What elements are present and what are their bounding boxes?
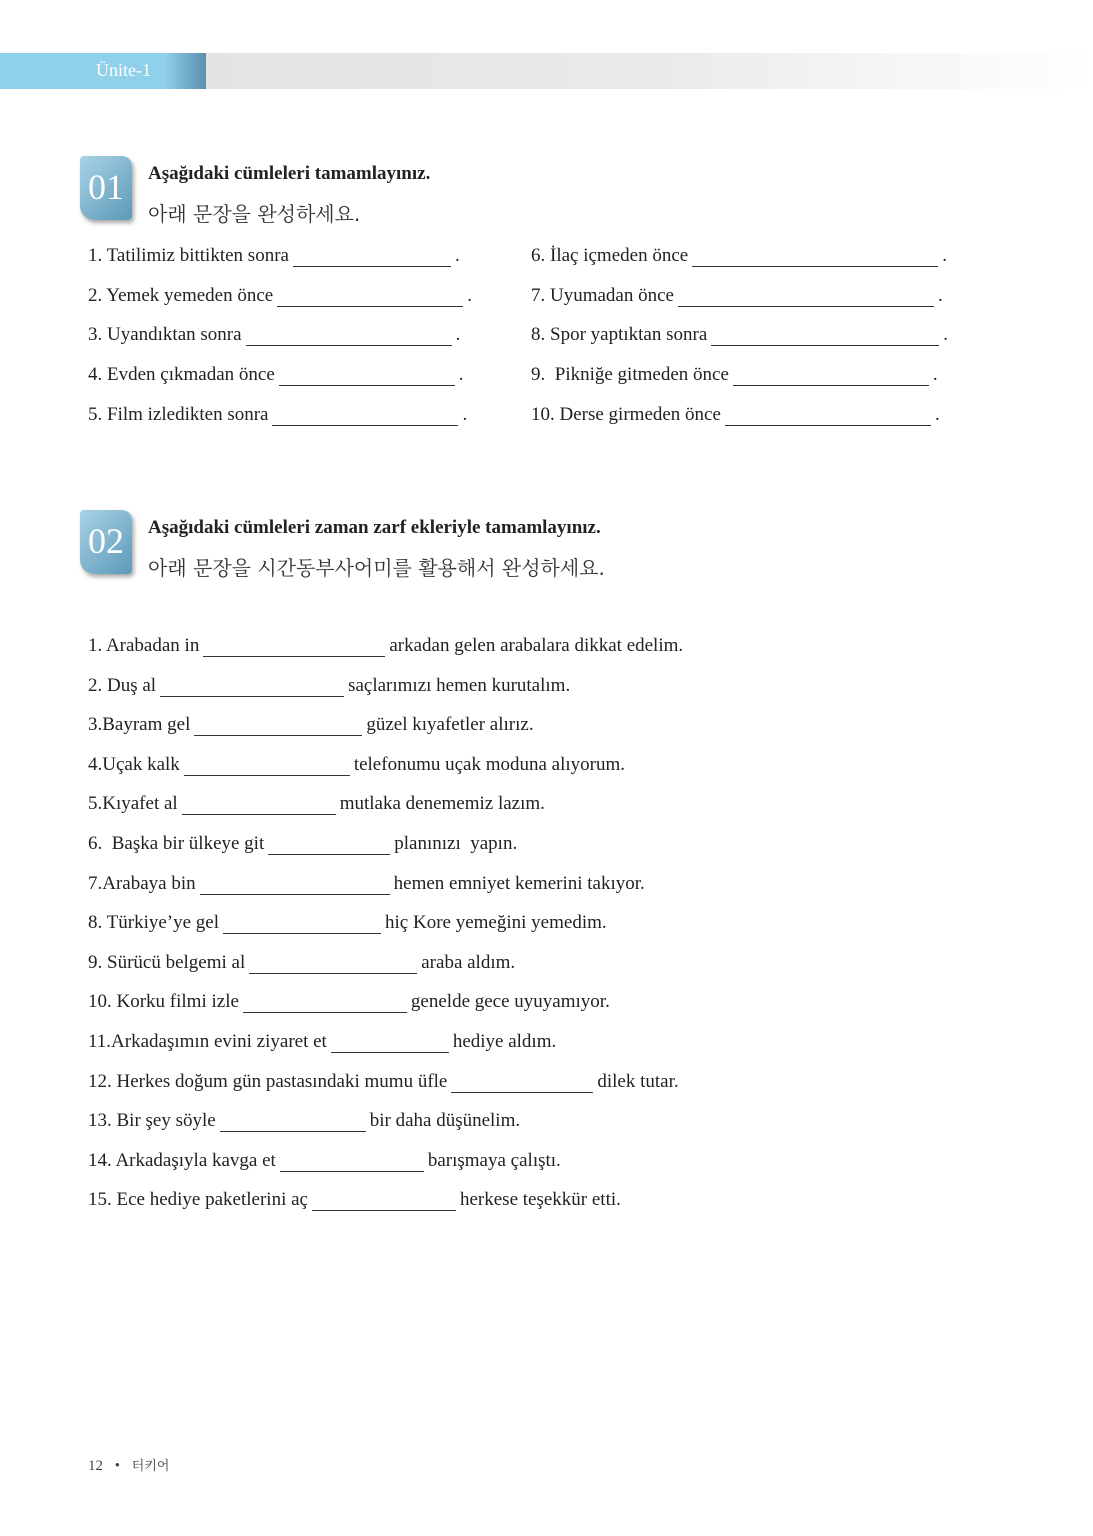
fill-in-item [88,1187,621,1211]
answer-blank[interactable] [268,834,390,855]
fill-in-item [531,362,938,386]
period: . [932,364,938,385]
fill-in-item [88,673,570,697]
exercise-title: Aşağıdaki cümleleri zaman zarf ekleriyle tamamlayınız. [148,517,601,538]
book-title: 터키어 [131,1459,170,1474]
period: . [942,245,947,266]
item-prompt: 5. Film izledikten sonra [88,404,269,425]
answer-blank[interactable] [249,953,417,974]
answer-blank[interactable] [246,325,452,346]
answer-blank[interactable] [194,715,362,736]
exercise-subtitle: 아래 문장을 완성하세요. [148,202,361,226]
answer-blank[interactable] [280,1151,424,1172]
answer-blank[interactable] [182,794,336,815]
fill-in-item [88,831,517,855]
answer-blank[interactable] [203,636,385,657]
item-prefix: 12. Herkes doğum gün pastasındaki mumu üfle [88,1070,448,1092]
item-prefix: 14. Arkadaşıyla kavga et [88,1149,276,1171]
item-prompt: 8. Spor yaptıktan sonra [531,324,708,345]
exercise-number-badge: 02 [80,510,132,574]
period: . [934,404,940,425]
fill-in-item [88,362,464,386]
fill-in-item [88,243,460,267]
period: . [458,364,464,385]
fill-in-item [88,910,607,934]
item-suffix: barışmaya çalıştı. [427,1149,561,1171]
item-prompt: 9. Pikniğe gitmeden önce [531,364,729,385]
fill-in-item [88,1069,679,1093]
fill-in-item [531,283,943,307]
answer-blank[interactable] [293,246,451,267]
fill-in-item [88,283,472,307]
fill-in-item [88,871,645,895]
item-prompt: 2. Yemek yemeden önce [88,285,274,306]
page-number: 12 [88,1458,103,1474]
answer-blank[interactable] [279,365,455,386]
item-prompt: 7. Uyumadan önce [531,285,674,306]
fill-in-item [88,950,515,974]
item-suffix: saçlarımızı hemen kurutalım. [348,674,571,696]
answer-blank[interactable] [692,246,938,267]
item-suffix: araba aldım. [421,951,516,973]
item-suffix: telefonumu uçak moduna alıyorum. [353,753,626,775]
fill-in-item [531,402,940,426]
answer-blank[interactable] [243,992,407,1013]
item-suffix: hediye aldım. [452,1031,557,1052]
answer-blank[interactable] [160,676,344,697]
exercise-number-badge: 01 [80,156,132,220]
item-prefix: 8. Türkiye’ye gel [88,912,220,934]
item-prefix: 13. Bir şey söyle [88,1110,216,1132]
unit-header-bar [0,53,1093,89]
fill-in-item [88,1029,556,1053]
answer-blank[interactable] [678,286,934,307]
item-suffix: planınızı yapın. [394,833,518,854]
item-suffix: hiç Kore yemeğini yemedim. [385,912,607,934]
answer-blank[interactable] [733,365,929,386]
answer-blank[interactable] [200,874,390,895]
item-prompt: 4. Evden çıkmadan önce [88,364,275,385]
period: . [937,285,943,306]
item-prompt: 6. İlaç içmeden önce [531,245,689,266]
answer-blank[interactable] [223,913,381,934]
exercise-subtitle: 아래 문장을 시간동부사어미를 활용해서 완성하세요. [148,556,605,580]
item-suffix: bir daha düşünelim. [369,1110,521,1132]
period: . [462,404,468,425]
item-prefix: 2. Duş al [88,674,157,696]
unit-tab [0,53,206,89]
answer-blank[interactable] [272,405,458,426]
fill-in-item [88,712,534,736]
fill-in-item [88,322,460,346]
answer-blank[interactable] [331,1032,449,1053]
item-prompt: 3. Uyandıktan sonra [88,324,242,345]
period: . [455,324,461,345]
answer-blank[interactable] [725,405,931,426]
item-prompt: 10. Derse girmeden önce [531,404,721,425]
answer-blank[interactable] [451,1072,593,1093]
period: . [454,245,460,266]
answer-blank[interactable] [312,1190,456,1211]
exercise-title: Aşağıdaki cümleleri tamamlayınız. [148,163,431,184]
item-prefix: 5.Kıyafet al [88,793,178,815]
item-prefix: 3.Bayram gel [88,714,191,736]
item-prefix: 11.Arkadaşımın evini ziyaret et [88,1031,327,1052]
unit-label: Ünite-1 [96,60,151,80]
item-prompt: 1. Tatilimiz bittikten sonra [88,245,289,266]
period: . [467,285,472,306]
fill-in-item [531,322,948,346]
fill-in-item [88,752,625,776]
period: . [943,324,949,345]
item-prefix: 7.Arabaya bin [88,872,196,894]
answer-blank[interactable] [277,286,463,307]
answer-blank[interactable] [711,325,939,346]
item-prefix: 9. Sürücü belgemi al [88,951,246,973]
page-footer [88,1455,169,1475]
answer-blank[interactable] [220,1111,366,1132]
item-suffix: genelde gece uyuyamıyor. [410,991,610,1013]
item-suffix: herkese teşekkür etti. [459,1189,621,1211]
fill-in-item [88,1108,520,1132]
item-prefix: 15. Ece hediye paketlerini aç [88,1189,308,1211]
item-suffix: hemen emniyet kemerini takıyor. [393,872,645,894]
item-prefix: 10. Korku filmi izle [88,991,239,1013]
fill-in-item [88,633,683,657]
item-suffix: arkadan gelen arabalara dikkat edelim. [389,635,684,656]
fill-in-item [88,1148,561,1172]
item-prefix: 6. Başka bir ülkeye git [88,833,265,854]
answer-blank[interactable] [184,755,350,776]
item-prefix: 1. Arabadan in [88,635,200,656]
fill-in-item [88,402,467,426]
fill-in-item [88,791,545,815]
item-suffix: mutlaka denememiz lazım. [339,793,545,815]
fill-in-item [88,989,610,1013]
fill-in-item [531,243,947,267]
separator: • [114,1458,121,1474]
item-prefix: 4.Uçak kalk [88,753,180,775]
item-suffix: güzel kıyafetler alırız. [366,714,534,736]
item-suffix: dilek tutar. [597,1070,679,1092]
